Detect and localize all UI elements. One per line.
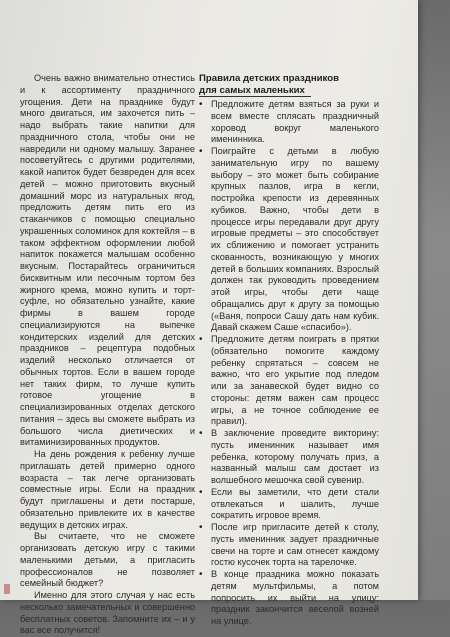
list-item: • Поиграйте с детьми в любую занимательную игру по вашему выбору – это может быть собирание крупных пазлов, игра в кегли, постройка крепости из деревянных кубиков. Важно, чтобы дети в процессе игры передавали друг другу игровые предметы – это способствует их сближению и помогает устранить скованность, возникающую у многих детей в больших компаниях. Взрослый должен так руководить проведением этой игры, чтобы дети чаще обращались друг к другу за помощью («Ваня, попроси Сашу дать нам кубик. Давай скажем Саше «спасибо»). — [199, 146, 379, 334]
section-heading — [199, 73, 379, 97]
list-item: • После игр пригласите детей к столу, пусть именинник задует праздничные свечи на торте и сам отнесет каждому гостю кусочек торта на тарелочке. — [199, 522, 379, 569]
rules-list — [199, 99, 379, 628]
right-column — [199, 73, 379, 628]
list-item: • Предложите детям взяться за руки и всем вместе сплясать праздничный хоровод вокруг маленького именинника. — [199, 99, 379, 146]
list-item: • В заключение проведите викторину: пусть именинник называет имя ребенка, которому получать приз, а названный малыш сам достает из волшебного мешочка свой сувенир. — [199, 428, 379, 487]
page-corner-mark — [4, 584, 10, 594]
paragraph-guest-age: На день рождения к ребенку лучше приглашать детей примерно одного возраста – так легче организовать совместные игры. Если на праздник будут приглашены и дети постарше, обязательно привлеките их в качестве ведущих в детских играх. — [20, 449, 195, 530]
heading-line-2: для самых маленьких — [199, 85, 311, 98]
list-item: • Предложите детям поиграть в прятки (обязательно помогите каждому ребенку спрятаться – совсем не важно, что его укрытие под пледом или за занавеской будет видно со стороны: детям важен сам процесс игры, а не точное соблюдение ее правил). — [199, 334, 379, 428]
paragraph-free-tips: Именно для этого случая у нас есть несколько замечательных и совершенно бесплатных советов. Запомните их – и у вас все получится! — [20, 590, 195, 636]
paragraph-organize-question: Вы считаете, что не сможете организовать детскую игру с такими маленькими детьми, а пригласить профессионалов не позволяет семейный бюджет? — [20, 531, 195, 589]
heading-line-1: Правила детских праздников — [199, 73, 339, 84]
left-column — [20, 73, 195, 637]
list-item: • В конце праздника можно показать детям мультфильмы, а потом попросить их выйти на улицу: праздник закончится веселой возней на улице. — [199, 569, 379, 628]
list-item: • Если вы заметили, что дети стали отвлекаться и шалить, лучше сократить игровое время. — [199, 487, 379, 522]
paragraph-refreshments: Очень важно внимательно отнестись и к ассортименту праздничного угощения. Дети на празднике будут много двигаться, им захочется пить – надо выбрать такие напитки для праздничного стола, чтобы они не навредили ни одному малышу. Заранее посоветуйтесь с другими родителями, какой напиток будет безвреден для всех детей – можно приготовить вкусный домашний морс из натуральных ягод, предложить детям пить его из стаканчиков с помощью специально украшенных соломинок для коктейля – в таком эффектном оформлении любой напиток покажется малышам особенно вкусным. Постарайтесь ограничиться бисквитным или песочным тортом без жирного крема, можно купить и торт-суфле, но обязательно узнайте, какие фирмы в вашем городе специализируются на выпечке кондитерских изделий для детских праздников – рецептура подобных изделий несколько отличается от обычных тортов. Если в вашем городе нет таких фирм, то лучше купить готовое угощение в специализированных отделах детского питания – здесь вы сможете выбрать из большого числа диетических и витаминизированных продуктов. — [20, 73, 195, 448]
